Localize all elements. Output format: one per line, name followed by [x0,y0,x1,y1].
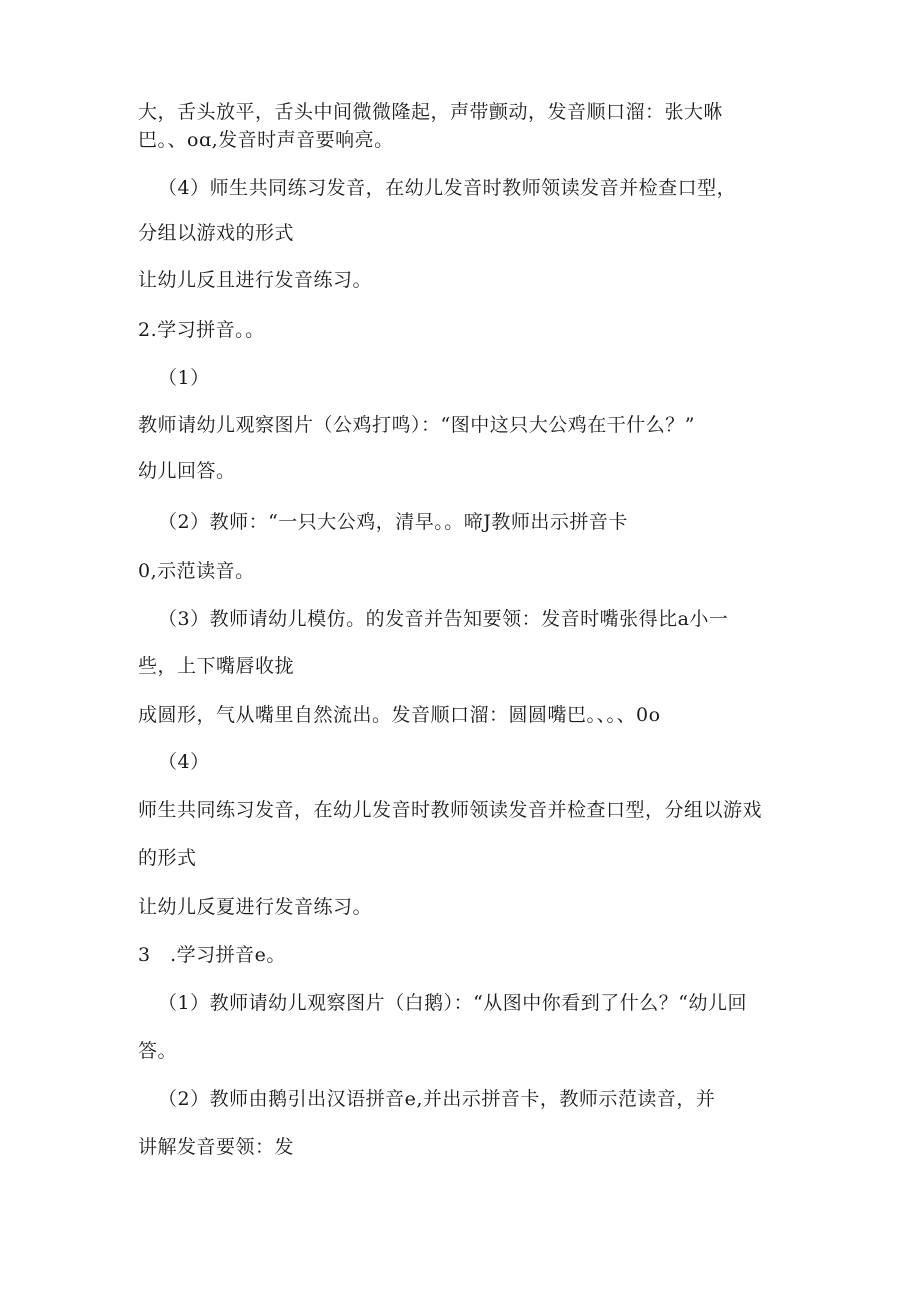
paragraph-line: 成圆形，气从嘴里自然流出。发音顺口溜：圆圆嘴巴。、。、0o [138,704,661,726]
paragraph-line: 大，舌头放平，舌头中间微微隆起，声带颤动，发音顺口溜：张大咻 [138,101,724,123]
paragraph-line: （4）师生共同练习发音，在幼儿发音时教师领读发音并检查口型， [158,177,737,199]
section-heading: 3 .学习拼音e。 [138,944,286,966]
paragraph-line: （1）教师请幼儿观察图片（白鹅）：“从图中你看到了什么？“幼儿回 [158,992,748,1014]
paragraph-line: 些，上下嘴唇收拢 [138,655,295,677]
paragraph-line: 分组以游戏的形式 [138,222,295,244]
section-heading: 2.学习拼音。。 [138,319,265,341]
paragraph-line: 0,示范读音。 [138,560,255,582]
paragraph-line: （2）教师：“一只大公鸡，清早。。啼J教师出示拼音卡 [158,511,628,533]
paragraph-line: 答。 [138,1040,178,1062]
paragraph-line: 教师请幼儿观察图片（公鸡打鸣）：“图中这只大公鸡在干什么？” [138,414,695,436]
paragraph-line: （3）教师请幼儿模仿。的发音并告知要领：发音时嘴张得比a小一 [158,608,729,630]
paragraph-line: 师生共同练习发音，在幼儿发音时教师领读发音并检查口型，分组以游戏 [138,799,763,821]
paragraph-line: （4） [158,751,210,773]
paragraph-line: 的形式 [138,847,197,869]
paragraph-line: 讲解发音要领：发 [138,1136,295,1158]
paragraph-line: 幼儿回答。 [138,460,236,482]
paragraph-line: 巴。、oɑ,发音时声音要响亮。 [138,129,394,151]
paragraph-line: （2）教师由鹅引出汉语拼音e,并出示拼音卡，教师示范读音，并 [158,1088,716,1110]
paragraph-line: 让幼儿反夏进行发音练习。 [138,896,373,918]
paragraph-line: （1） [158,367,210,389]
paragraph-line: 让幼儿反且进行发音练习。 [138,269,373,291]
